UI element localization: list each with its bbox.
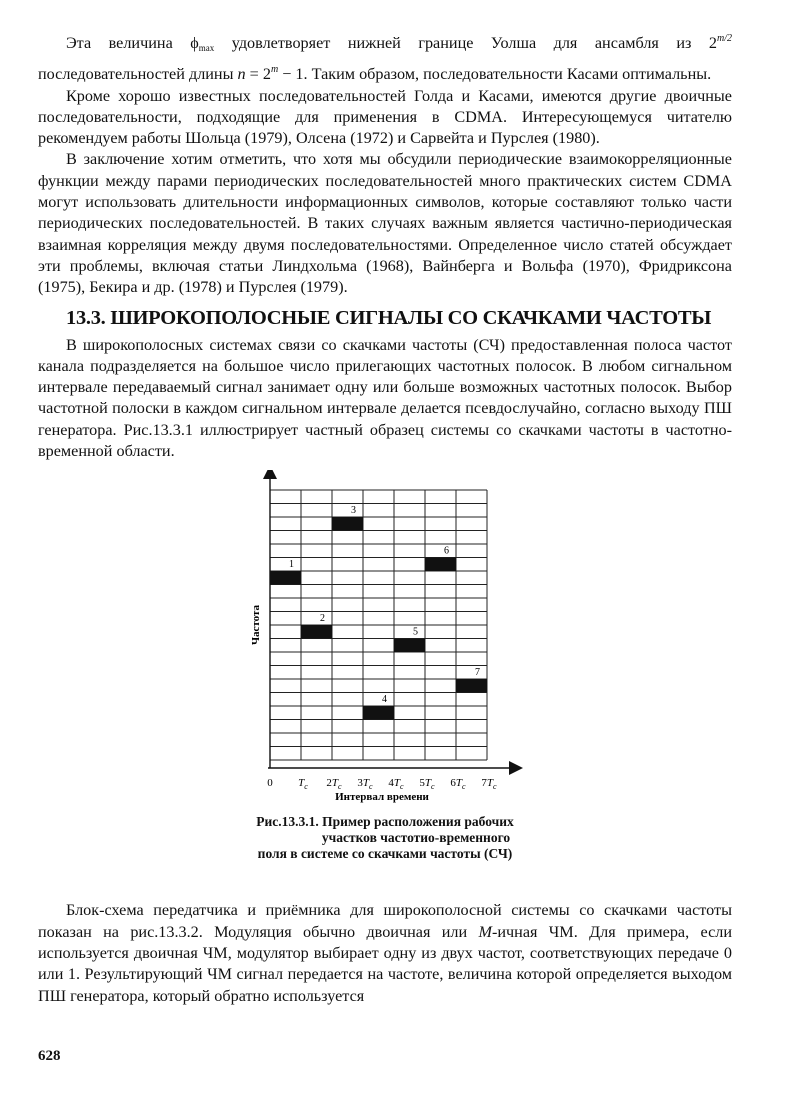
hop-cell-1 [270, 571, 301, 585]
x-tick-label: $4T_c$ [388, 777, 404, 792]
figure-caption [38, 814, 732, 862]
x-tick-label: $7T_c$ [481, 777, 497, 792]
page-number: 628 [38, 1048, 61, 1064]
x-tick-label: $6T_c$ [450, 777, 466, 792]
hop-cell-5 [394, 639, 425, 653]
x-tick-label: $T_c$ [298, 777, 308, 792]
hop-label: 5 [413, 626, 418, 638]
hop-label: 2 [320, 613, 325, 625]
x-tick-label: $3T_c$ [357, 777, 373, 792]
y-axis-label: Частота [250, 605, 262, 646]
paragraph-fh-intro: В широкополосных системах связи со скачками частоты (СЧ) предоставленная полоса частот канала подразделяется на большое число прилегающих частотных полосок. В любом сигнальном интервале передаваемый сигнал занимает одну или больше возможных частотных полосок. Выбор частотной полоски в каждом сигнальном интервале делается псевдослучайно, согласно выходу ПШ генератора. Рис.13.3.1 иллюстрирует частный образец системы со скачками частоты в частотно-временной области. [38, 335, 732, 461]
hop-cell-4 [363, 706, 394, 720]
hop-label: 6 [444, 545, 449, 557]
frequency-time-chart [38, 470, 732, 810]
paragraph-other-sequences: Кроме хорошо известных последовательностей Голда и Касами, имеются другие двоичные последовательности, подходящие для применения в CDMA. Интересующемуся читателю рекомендуем работы Шольца (1979), Олсена (1972) и Сарвейта и Пурслея (1980). [38, 86, 732, 148]
hop-cell-7 [456, 679, 487, 693]
caption-line-2: участков частотио-временного [321, 830, 511, 846]
x-tick-label: $2T_c$ [326, 777, 342, 792]
hop-cell-6 [425, 558, 456, 572]
x-axis-label: Интервал времени [335, 791, 429, 804]
hop-cell-2 [301, 625, 332, 639]
paragraph-block-diagram: Блок-схема передатчика и приёмника для широкополосной системы со скачками частоты показан на рис.13.3.2. Модуляция обычно двоичная или M-ичная ЧМ. Для примера, если используется двоичная ЧМ, модулятор выбирает одну из двух частот, соответствующих передаче 0 или 1. Результирующий ЧМ сигнал передается на частоте, величина которой определяется выходом ПШ генератора, который обратно используется [38, 901, 732, 1005]
caption-line-1: Рис.13.3.1. Пример расположения рабочих [256, 814, 514, 830]
figure-fh-pattern [38, 470, 732, 900]
hop-cell-3 [332, 517, 363, 531]
hop-label: 4 [382, 694, 387, 706]
page-body [38, 28, 732, 1007]
x-tick-label: 0 [267, 777, 273, 790]
hop-label: 7 [475, 667, 480, 679]
hop-label: 1 [289, 559, 294, 571]
paragraph-conclusion: В заключение хотим отметить, что хотя мы обсудили периодические взаимокорреляционные функции между парами периодических последовательностей много практических систем CDMA могут использовать длительности информационных символов, которые составляют только части периодических последовательностей. В таких случаях важным является частично-периодическая взаимная корреляция между двумя последовательностями. Определенное число статей обсуждает эти проблемы, включая статьи Линдхольма (1968), Вайнберга и Вольфа (1970), Фридриксона (1975), Бекира и др. (1978) и Пурслея (1979). [38, 150, 732, 297]
caption-line-3: поля в системе со скачками частоты (СЧ) [257, 846, 513, 862]
hop-label: 3 [351, 505, 356, 517]
x-tick-label: $5T_c$ [419, 777, 435, 792]
section-heading: 13.3. ШИРОКОПОЛОСНЫЕ СИГНАЛЫ СО СКАЧКАМИ ЧАСТОТЫ [66, 306, 712, 329]
paragraph-walsh-bound: Эта величина $\phi_{max}$ удовлетворяет нижней границе Уолша для ансамбля из $2^{m/2}$ последовательностей длины $n = 2^m - 1$. Таким образом, последовательности Касами оптимальны. [38, 33, 732, 84]
